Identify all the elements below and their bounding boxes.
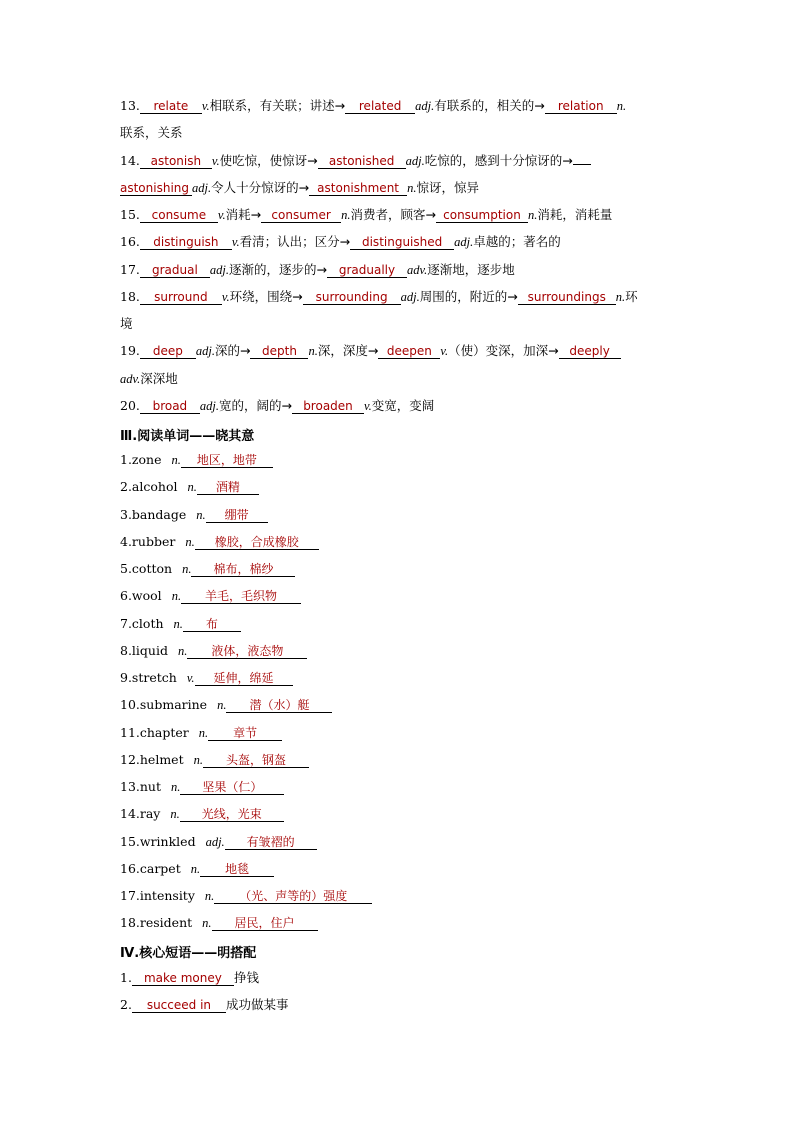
vocab-word: 14.ray <box>120 806 161 821</box>
list-item <box>120 234 680 250</box>
answer-blank: 酒精 <box>197 480 259 495</box>
definition: 变宽，变阔 <box>371 398 435 413</box>
vocab-word: 6.wool <box>120 588 162 603</box>
answer-blank: consumption <box>436 208 528 223</box>
definition: 吃惊的，感到十分惊讶的→ <box>424 153 573 168</box>
vocab-item <box>120 616 680 632</box>
pos-label: n. <box>173 617 183 631</box>
item-number: 2. <box>120 997 132 1012</box>
pos-label: n. <box>190 862 201 876</box>
answer-blank: （光、声等的）强度 <box>214 889 372 904</box>
vocab-word: 11.chapter <box>120 725 189 740</box>
list-item <box>120 398 680 414</box>
answer-blank: surround <box>140 290 222 305</box>
pos-label: n. <box>171 589 182 603</box>
vocab-word: 18.resident <box>120 915 193 930</box>
answer-blank: deep <box>140 344 196 359</box>
pos-label: n. <box>196 508 206 522</box>
definition: 环 <box>625 289 638 304</box>
pos-label: adj. <box>199 399 219 413</box>
list-item-wrap <box>120 371 680 387</box>
pos-label: v. <box>221 290 230 304</box>
answer-blank: 延伸，绵延 <box>195 671 293 686</box>
vocab-word: 5.cotton <box>120 561 173 576</box>
pos-label: adv. <box>120 372 141 386</box>
pos-label: v. <box>211 154 220 168</box>
list-item <box>120 207 680 223</box>
vocab-word: 13.nut <box>120 779 162 794</box>
vocab-word: 10.submarine <box>120 697 208 712</box>
pos-label: n. <box>177 644 188 658</box>
definition: 逐渐地，逐步地 <box>427 262 515 277</box>
item-number: 1. <box>120 970 132 985</box>
pos-label: n. <box>171 780 181 794</box>
vocab-word: 3.bandage <box>120 507 187 522</box>
answer-blank: deepen <box>378 344 440 359</box>
pos-label: adv. <box>406 263 428 277</box>
pos-label: n. <box>193 753 203 767</box>
pos-label: v. <box>217 208 226 222</box>
definition: 使吃惊，使惊讶→ <box>219 153 318 168</box>
vocab-word: 2.alcohol <box>120 479 178 494</box>
definition: 环绕，围绕→ <box>229 289 303 304</box>
definition: 宽的，阔的→ <box>219 398 292 413</box>
pos-label: v. <box>440 344 449 358</box>
pos-label: v. <box>363 399 372 413</box>
answer-blank: succeed in <box>132 998 226 1013</box>
answer-blank: 液体，液态物 <box>187 644 307 659</box>
answer-blank: 羊毛，毛织物 <box>181 589 301 604</box>
definition: 卓越的；著名的 <box>473 234 561 249</box>
pos-label: v. <box>186 671 195 685</box>
vocab-word: 16.carpet <box>120 861 181 876</box>
vocab-item <box>120 697 680 713</box>
answer-blank: 坚果（仁） <box>180 780 284 795</box>
pos-label: n. <box>308 344 318 358</box>
list-item <box>120 343 680 359</box>
answer-blank: astonish <box>140 154 212 169</box>
pos-label: n. <box>217 698 227 712</box>
vocab-item <box>120 670 680 686</box>
definition: 消耗→ <box>225 207 262 222</box>
vocab-item <box>120 861 680 877</box>
answer-blank: 头盔，钢盔 <box>203 753 309 768</box>
pos-label: n. <box>204 889 215 903</box>
pos-label: n. <box>170 807 180 821</box>
answer-blank: gradually <box>327 263 407 278</box>
pos-label: n. <box>202 916 212 930</box>
vocab-item <box>120 806 680 822</box>
answer-blank: consume <box>140 208 218 223</box>
definition: 深深地 <box>140 371 178 386</box>
answer-blank: 绷带 <box>206 508 268 523</box>
definition: 消耗，消耗量 <box>537 207 613 222</box>
vocab-item <box>120 534 680 550</box>
answer-blank: surrounding <box>303 290 401 305</box>
vocab-item <box>120 888 680 904</box>
pos-label: adj. <box>454 235 474 249</box>
list-item <box>120 262 680 278</box>
item-number: 20. <box>120 398 140 413</box>
pos-label: adj. <box>192 181 212 195</box>
vocab-word: 8.liquid <box>120 643 168 658</box>
vocab-word: 1.zone <box>120 452 162 467</box>
pos-label: adj. <box>209 263 229 277</box>
item-number: 14. <box>120 153 140 168</box>
definition: 看清；认出；区分→ <box>239 234 351 249</box>
item-number: 13. <box>120 98 140 113</box>
pos-label: n. <box>198 726 209 740</box>
definition: 挣钱 <box>233 970 259 985</box>
vocab-item <box>120 561 680 577</box>
section-heading: Ⅲ.阅读单词——晓其意 <box>120 429 255 444</box>
definition: 有联系的，相关的→ <box>434 98 545 113</box>
list-item-wrap: 联系，关系 <box>120 125 183 140</box>
answer-blank: gradual <box>140 263 210 278</box>
answer-blank: 地区，地带 <box>181 453 273 468</box>
item-number: 15. <box>120 207 140 222</box>
pos-label: adj. <box>400 290 420 304</box>
answer-blank: 橡胶，合成橡胶 <box>195 535 319 550</box>
answer-blank: 地毯 <box>200 862 274 877</box>
answer-blank: relation <box>545 99 617 114</box>
vocab-item <box>120 725 680 741</box>
list-item <box>120 970 680 986</box>
definition: 相联系，有关联；讲述→ <box>209 98 346 113</box>
pos-label: adj. <box>415 99 435 113</box>
vocab-item <box>120 643 680 659</box>
answer-blank: deeply <box>559 344 621 359</box>
pos-label: n. <box>171 453 181 467</box>
item-number: 18. <box>120 289 140 304</box>
definition: 成功做某事 <box>225 997 289 1012</box>
answer-blank: related <box>345 99 415 114</box>
pos-label: n. <box>407 181 417 195</box>
answer-blank: 居民，住户 <box>212 916 318 931</box>
answer-blank: surroundings <box>518 290 616 305</box>
answer-blank: 潜（水）艇 <box>226 698 332 713</box>
answer-blank: depth <box>250 344 308 359</box>
vocab-word: 12.helmet <box>120 752 184 767</box>
pos-label: n. <box>527 208 538 222</box>
vocab-item <box>120 588 680 604</box>
answer-blank: relate <box>140 99 202 114</box>
answer-blank: make money <box>132 971 234 986</box>
answer-blank: astonished <box>318 154 406 169</box>
vocab-item <box>120 779 680 795</box>
pos-label: v. <box>201 99 210 113</box>
answer-blank: broad <box>140 399 200 414</box>
answer-blank: 有皱褶的 <box>225 835 317 850</box>
answer-blank: broaden <box>292 399 364 414</box>
list-item <box>120 98 680 114</box>
answer-blank: 光线，光束 <box>180 807 284 822</box>
pos-label: adj. <box>405 154 425 168</box>
definition: 深的→ <box>215 343 251 358</box>
answer-blank: 布 <box>183 617 241 632</box>
list-item <box>120 153 680 169</box>
vocab-word: 4.rubber <box>120 534 176 549</box>
pos-label: n. <box>187 480 197 494</box>
answer-blank: 棉布，棉纱 <box>191 562 295 577</box>
pos-label: v. <box>231 235 240 249</box>
list-item-wrap <box>120 180 680 196</box>
definition: 消费者，顾客→ <box>350 207 436 222</box>
definition: 深，深度→ <box>317 343 379 358</box>
definition: 逐渐的，逐步的→ <box>229 262 327 277</box>
vocab-word: 15.wrinkled <box>120 834 196 849</box>
pos-label: adj. <box>195 344 215 358</box>
pos-label: n. <box>341 208 351 222</box>
list-item-wrap: 境 <box>120 316 133 331</box>
pos-label: n. <box>182 562 192 576</box>
answer-blank: consumer <box>261 208 341 223</box>
vocab-item <box>120 507 680 523</box>
answer-blank: 章节 <box>208 726 282 741</box>
vocab-item <box>120 479 680 495</box>
definition: 周围的，附近的→ <box>419 289 518 304</box>
answer-blank: distinguished <box>350 235 454 250</box>
item-number: 19. <box>120 343 140 358</box>
vocab-item <box>120 452 680 468</box>
pos-label: n. <box>615 290 626 304</box>
vocab-item <box>120 834 680 850</box>
definition: 令人十分惊讶的→ <box>211 180 310 195</box>
section-heading: Ⅳ.核心短语——明搭配 <box>120 946 257 961</box>
pos-label: adj. <box>205 835 225 849</box>
vocab-word: 9.stretch <box>120 670 177 685</box>
answer-blank-start <box>573 164 591 165</box>
pos-label: n. <box>185 535 195 549</box>
definition: 惊讶，惊异 <box>416 180 479 195</box>
item-number: 17. <box>120 262 140 277</box>
pos-label: n. <box>616 99 627 113</box>
vocab-word: 7.cloth <box>120 616 164 631</box>
vocab-word: 17.intensity <box>120 888 195 903</box>
vocab-item <box>120 915 680 931</box>
list-item <box>120 997 680 1013</box>
item-number: 16. <box>120 234 140 249</box>
answer-blank: astonishment <box>309 181 407 196</box>
vocab-item <box>120 752 680 768</box>
answer-blank: distinguish <box>140 235 232 250</box>
answer-blank: astonishing <box>120 181 192 196</box>
list-item <box>120 289 680 305</box>
definition: （使）变深，加深→ <box>448 343 559 358</box>
